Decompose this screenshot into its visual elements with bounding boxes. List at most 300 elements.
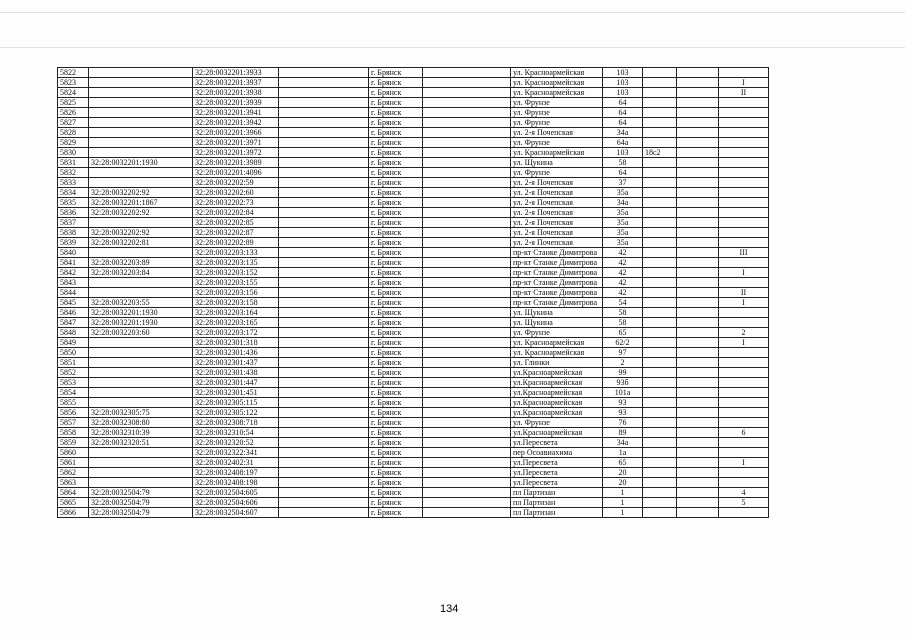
empty-cell [279,328,369,338]
house-number: 97 [603,348,643,358]
extra-number [643,228,677,238]
house-number: 1 [603,488,643,498]
empty-cell [423,278,511,288]
street: ул. 2-я Почепская [511,218,603,228]
extra-number [643,378,677,388]
table-row [58,488,769,498]
empty-cell [677,328,719,338]
house-number: 101а [603,388,643,398]
row-number: 5839 [58,238,89,248]
street: ул. Красноармейская [511,348,603,358]
category-mark [719,188,769,198]
empty-cell [677,248,719,258]
category-mark [719,238,769,248]
prior-cadastral-number [89,338,193,348]
empty-cell [423,68,511,78]
row-number: 5841 [58,258,89,268]
extra-number [643,108,677,118]
table-row [58,98,769,108]
empty-cell [279,318,369,328]
row-number: 5834 [58,188,89,198]
empty-cell [279,378,369,388]
empty-cell [423,428,511,438]
table-row [58,278,769,288]
empty-cell [677,508,719,518]
table-row [58,498,769,508]
prior-cadastral-number: 32:28:0032203:84 [89,268,193,278]
table-row [58,358,769,368]
row-number: 5829 [58,138,89,148]
extra-number [643,98,677,108]
street: пр-кт Станке Димитрова [511,278,603,288]
cadastral-number: 32:28:0032203:164 [193,308,279,318]
category-mark: II [719,288,769,298]
empty-cell [423,158,511,168]
extra-number: 18с2 [643,148,677,158]
empty-cell [279,88,369,98]
empty-cell [279,218,369,228]
row-number: 5836 [58,208,89,218]
city: г. Брянск [369,438,423,448]
table-row [58,308,769,318]
row-number: 5847 [58,318,89,328]
empty-cell [279,428,369,438]
category-mark [719,178,769,188]
category-mark [719,388,769,398]
empty-cell [279,508,369,518]
extra-number [643,118,677,128]
house-number: 54 [603,298,643,308]
city: г. Брянск [369,408,423,418]
row-number: 5831 [58,158,89,168]
extra-number [643,368,677,378]
extra-number [643,278,677,288]
prior-cadastral-number [89,378,193,388]
house-number: 42 [603,288,643,298]
street: ул. Глинки [511,358,603,368]
prior-cadastral-number [89,118,193,128]
table-row [58,118,769,128]
house-number: 93б [603,378,643,388]
table-row [58,248,769,258]
city: г. Брянск [369,68,423,78]
row-number: 5849 [58,338,89,348]
empty-cell [677,428,719,438]
category-mark [719,408,769,418]
street: ул. 2-я Почепская [511,178,603,188]
category-mark [719,208,769,218]
house-number: 35а [603,188,643,198]
category-mark [719,228,769,238]
prior-cadastral-number: 32:28:0032504:79 [89,508,193,518]
empty-cell [423,318,511,328]
house-number: 20 [603,478,643,488]
empty-cell [677,238,719,248]
cadastral-number: 32:28:0032202:89 [193,238,279,248]
empty-cell [279,308,369,318]
row-number: 5863 [58,478,89,488]
prior-cadastral-number [89,288,193,298]
row-number: 5861 [58,458,89,468]
house-number: 35а [603,208,643,218]
street: ул. Красноармейская [511,88,603,98]
house-number: 93 [603,408,643,418]
table-row [58,428,769,438]
city: г. Брянск [369,168,423,178]
empty-cell [279,258,369,268]
extra-number [643,438,677,448]
cadastral-number: 32:28:0032320:52 [193,438,279,448]
street: ул. Фрунзе [511,98,603,108]
city: г. Брянск [369,138,423,148]
extra-number [643,88,677,98]
empty-cell [677,228,719,238]
extra-number [643,218,677,228]
empty-cell [423,498,511,508]
street: ул.Пересвета [511,458,603,468]
category-mark: I [719,458,769,468]
city: г. Брянск [369,388,423,398]
street: ул. Красноармейская [511,148,603,158]
table-row [58,298,769,308]
cadastral-number: 32:28:0032201:3939 [193,98,279,108]
empty-cell [423,328,511,338]
empty-cell [677,498,719,508]
empty-cell [423,418,511,428]
prior-cadastral-number: 32:28:0032202:81 [89,238,193,248]
empty-cell [279,368,369,378]
category-mark [719,258,769,268]
category-mark [719,68,769,78]
street: пл Партизан [511,498,603,508]
category-mark [719,358,769,368]
cadastral-number: 32:28:0032201:3966 [193,128,279,138]
row-number: 5840 [58,248,89,258]
empty-cell [677,438,719,448]
prior-cadastral-number [89,478,193,488]
extra-number [643,428,677,438]
extra-number [643,138,677,148]
house-number: 103 [603,88,643,98]
house-number: 42 [603,258,643,268]
extra-number [643,458,677,468]
cadastral-number: 32:28:0032408:197 [193,468,279,478]
house-number: 35а [603,228,643,238]
table-row [58,198,769,208]
table-row [58,168,769,178]
prior-cadastral-number [89,148,193,158]
empty-cell [677,128,719,138]
city: г. Брянск [369,498,423,508]
prior-cadastral-number: 32:28:0032202:92 [89,208,193,218]
street: пл Партизан [511,488,603,498]
house-number: 64 [603,118,643,128]
extra-number [643,128,677,138]
table-row [58,228,769,238]
house-number: 42 [603,248,643,258]
empty-cell [677,188,719,198]
extra-number [643,208,677,218]
category-mark [719,218,769,228]
empty-cell [279,298,369,308]
empty-cell [279,408,369,418]
cadastral-number: 32:28:0032203:135 [193,258,279,268]
street: ул. 2-я Почепская [511,228,603,238]
row-number: 5845 [58,298,89,308]
cadastral-number: 32:28:0032504:606 [193,498,279,508]
category-mark: II [719,88,769,98]
street: ул. 2-я Почепская [511,198,603,208]
empty-cell [677,488,719,498]
empty-cell [279,278,369,288]
street: ул.Красноармейская [511,428,603,438]
row-number: 5846 [58,308,89,318]
prior-cadastral-number: 32:28:0032320:51 [89,438,193,448]
row-number: 5856 [58,408,89,418]
row-number: 5866 [58,508,89,518]
cadastral-number: 32:28:0032201:3933 [193,68,279,78]
prior-cadastral-number [89,138,193,148]
cadastral-number: 32:28:0032504:607 [193,508,279,518]
city: г. Брянск [369,158,423,168]
house-number: 34а [603,198,643,208]
house-number: 93 [603,398,643,408]
empty-cell [423,338,511,348]
prior-cadastral-number [89,448,193,458]
prior-cadastral-number [89,368,193,378]
city: г. Брянск [369,288,423,298]
empty-cell [677,268,719,278]
table-row [58,178,769,188]
category-mark [719,368,769,378]
city: г. Брянск [369,328,423,338]
row-number: 5843 [58,278,89,288]
city: г. Брянск [369,198,423,208]
prior-cadastral-number: 32:28:0032203:60 [89,328,193,338]
city: г. Брянск [369,368,423,378]
cadastral-number: 32:28:0032203:172 [193,328,279,338]
empty-cell [423,398,511,408]
cadastral-number: 32:28:0032203:152 [193,268,279,278]
prior-cadastral-number [89,78,193,88]
table-row [58,158,769,168]
street: ул.Пересвета [511,468,603,478]
row-number: 5835 [58,198,89,208]
empty-cell [423,288,511,298]
row-number: 5842 [58,268,89,278]
empty-cell [423,348,511,358]
row-number: 5837 [58,218,89,228]
table-row [58,128,769,138]
prior-cadastral-number: 32:28:0032305:75 [89,408,193,418]
empty-cell [423,108,511,118]
prior-cadastral-number: 32:28:0032308:80 [89,418,193,428]
category-mark [719,118,769,128]
empty-cell [677,218,719,228]
row-number: 5851 [58,358,89,368]
cadastral-number: 32:28:0032201:3942 [193,118,279,128]
empty-cell [423,88,511,98]
empty-cell [423,248,511,258]
extra-number [643,328,677,338]
empty-cell [423,448,511,458]
table-row [58,138,769,148]
extra-number [643,338,677,348]
empty-cell [423,98,511,108]
table-row [58,478,769,488]
row-number: 5827 [58,118,89,128]
cadastral-number: 32:28:0032203:133 [193,248,279,258]
empty-cell [677,418,719,428]
empty-cell [279,208,369,218]
extra-number [643,198,677,208]
city: г. Брянск [369,88,423,98]
table-row [58,258,769,268]
category-mark [719,438,769,448]
empty-cell [279,248,369,258]
category-mark [719,448,769,458]
empty-cell [279,498,369,508]
prior-cadastral-number: 32:28:0032203:55 [89,298,193,308]
city: г. Брянск [369,358,423,368]
cadastral-number: 32:28:0032322:341 [193,448,279,458]
cadastral-number: 32:28:0032201:4096 [193,168,279,178]
empty-cell [677,388,719,398]
cadastral-number: 32:28:0032201:3971 [193,138,279,148]
city: г. Брянск [369,268,423,278]
category-mark [719,418,769,428]
empty-cell [677,68,719,78]
city: г. Брянск [369,188,423,198]
prior-cadastral-number: 32:28:0032202:92 [89,228,193,238]
category-mark [719,468,769,478]
house-number: 2 [603,358,643,368]
empty-cell [423,438,511,448]
category-mark: I [719,78,769,88]
city: г. Брянск [369,338,423,348]
cadastral-number: 32:28:0032203:158 [193,298,279,308]
category-mark: 4 [719,488,769,498]
street: ул.Красноармейская [511,398,603,408]
extra-number [643,288,677,298]
empty-cell [677,158,719,168]
empty-cell [279,488,369,498]
row-number: 5824 [58,88,89,98]
extra-number [643,448,677,458]
category-mark [719,98,769,108]
house-number: 35а [603,238,643,248]
street: пр-кт Станке Димитрова [511,298,603,308]
street: ул. Фрунзе [511,118,603,128]
prior-cadastral-number: 32:28:0032201:1867 [89,198,193,208]
table-row [58,148,769,158]
prior-cadastral-number: 32:28:0032203:89 [89,258,193,268]
city: г. Брянск [369,128,423,138]
street: пл Партизан [511,508,603,518]
empty-cell [279,128,369,138]
table-row [58,318,769,328]
empty-cell [423,378,511,388]
prior-cadastral-number [89,358,193,368]
house-number: 1а [603,448,643,458]
row-number: 5832 [58,168,89,178]
empty-cell [423,148,511,158]
category-mark: 2 [719,328,769,338]
table-row [58,378,769,388]
empty-cell [677,448,719,458]
category-mark [719,398,769,408]
empty-cell [423,168,511,178]
empty-cell [423,258,511,268]
empty-cell [279,118,369,128]
empty-cell [677,398,719,408]
empty-cell [279,458,369,468]
empty-cell [279,478,369,488]
cadastral-number: 32:28:0032201:3941 [193,108,279,118]
extra-number [643,398,677,408]
city: г. Брянск [369,108,423,118]
city: г. Брянск [369,238,423,248]
street: ул. Фрунзе [511,328,603,338]
row-number: 5833 [58,178,89,188]
empty-cell [423,298,511,308]
empty-cell [677,208,719,218]
city: г. Брянск [369,78,423,88]
row-number: 5826 [58,108,89,118]
extra-number [643,358,677,368]
empty-cell [423,238,511,248]
extra-number [643,178,677,188]
city: г. Брянск [369,278,423,288]
extra-number [643,258,677,268]
register-table-body [58,68,769,518]
category-mark [719,348,769,358]
empty-cell [279,178,369,188]
house-number: 64 [603,98,643,108]
city: г. Брянск [369,418,423,428]
cadastral-number: 32:28:0032305:115 [193,398,279,408]
empty-cell [423,488,511,498]
row-number: 5852 [58,368,89,378]
empty-cell [677,258,719,268]
extra-number [643,468,677,478]
empty-cell [677,378,719,388]
cadastral-number: 32:28:0032203:156 [193,288,279,298]
prior-cadastral-number [89,218,193,228]
category-mark [719,278,769,288]
city: г. Брянск [369,98,423,108]
city: г. Брянск [369,148,423,158]
empty-cell [423,308,511,318]
empty-cell [677,278,719,288]
street: пр-кт Станке Димитрова [511,268,603,278]
city: г. Брянск [369,468,423,478]
empty-cell [423,128,511,138]
cadastral-number: 32:28:0032301:438 [193,368,279,378]
row-number: 5855 [58,398,89,408]
table-row [58,108,769,118]
cadastral-number: 32:28:0032201:3938 [193,88,279,98]
city: г. Брянск [369,118,423,128]
house-number: 20 [603,468,643,478]
extra-number [643,418,677,428]
extra-number [643,78,677,88]
category-mark [719,108,769,118]
empty-cell [279,188,369,198]
prior-cadastral-number [89,128,193,138]
table-row [58,398,769,408]
prior-cadastral-number [89,178,193,188]
